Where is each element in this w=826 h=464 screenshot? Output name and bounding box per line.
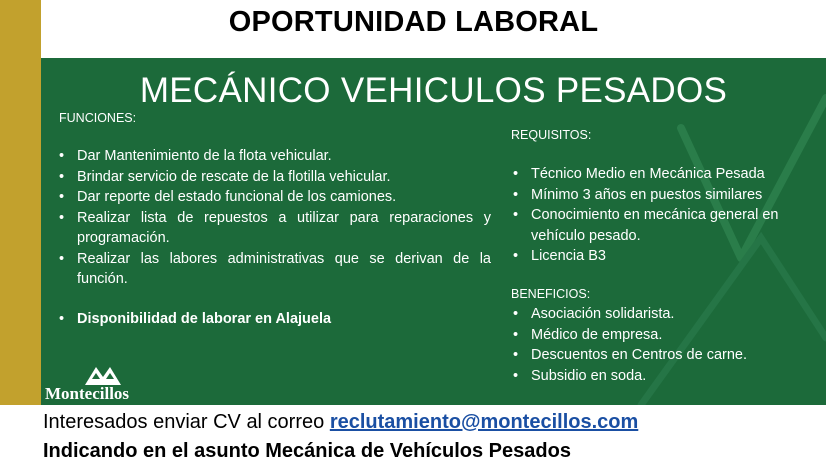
contact-line [43,411,638,434]
list-item: • Licencia B3 [511,246,811,267]
list-item: • Médico de empresa. [511,325,811,346]
list-item: • Dar Mantenimiento de la flota vehicular. [57,146,491,167]
list-item: • Brindar servicio de rescate de la flotilla vehicular. [57,167,491,188]
logo-text: Montecillos [45,384,130,403]
beneficios-list [511,304,811,386]
job-panel [41,58,826,405]
funciones-list [57,146,491,290]
list-item: • Asociación solidarista. [511,304,811,325]
list-item: • Descuentos en Centros de carne. [511,345,811,366]
gold-side-bar [0,0,41,405]
requisitos-label: REQUISITOS: [511,128,592,142]
list-item: • Dar reporte del estado funcional de los camiones. [57,187,491,208]
list-item: • Realizar las labores administrativas que se derivan de la función. [57,249,491,290]
page-title: OPORTUNIDAD LABORAL [228,6,599,38]
email-link[interactable]: reclutamiento@montecillos.com [329,411,639,433]
list-item: • Técnico Medio en Mecánica Pesada [511,164,811,185]
list-item: • Subsidio en soda. [511,366,811,387]
list-item: • Conocimiento en mecánica general en vehículo pesado. [511,205,811,246]
contact-prefix: Interesados enviar CV al correo [43,411,330,433]
mountain-icon [84,364,122,386]
list-item: • Realizar lista de repuestos a utilizar para reparaciones y programación. [57,208,491,249]
requisitos-list [511,164,811,267]
list-item: • Mínimo 3 años en puestos similares [511,185,811,206]
location-requirement: • Disponibilidad de laborar en Alajuela [57,311,517,327]
funciones-label: FUNCIONES: [59,111,137,125]
job-title: MECÁNICO VEHICULOS PESADOS [139,71,728,110]
beneficios-label: BENEFICIOS: [511,287,591,301]
subject-instruction: Indicando en el asunto Mecánica de Vehículos Pesados [43,440,571,462]
